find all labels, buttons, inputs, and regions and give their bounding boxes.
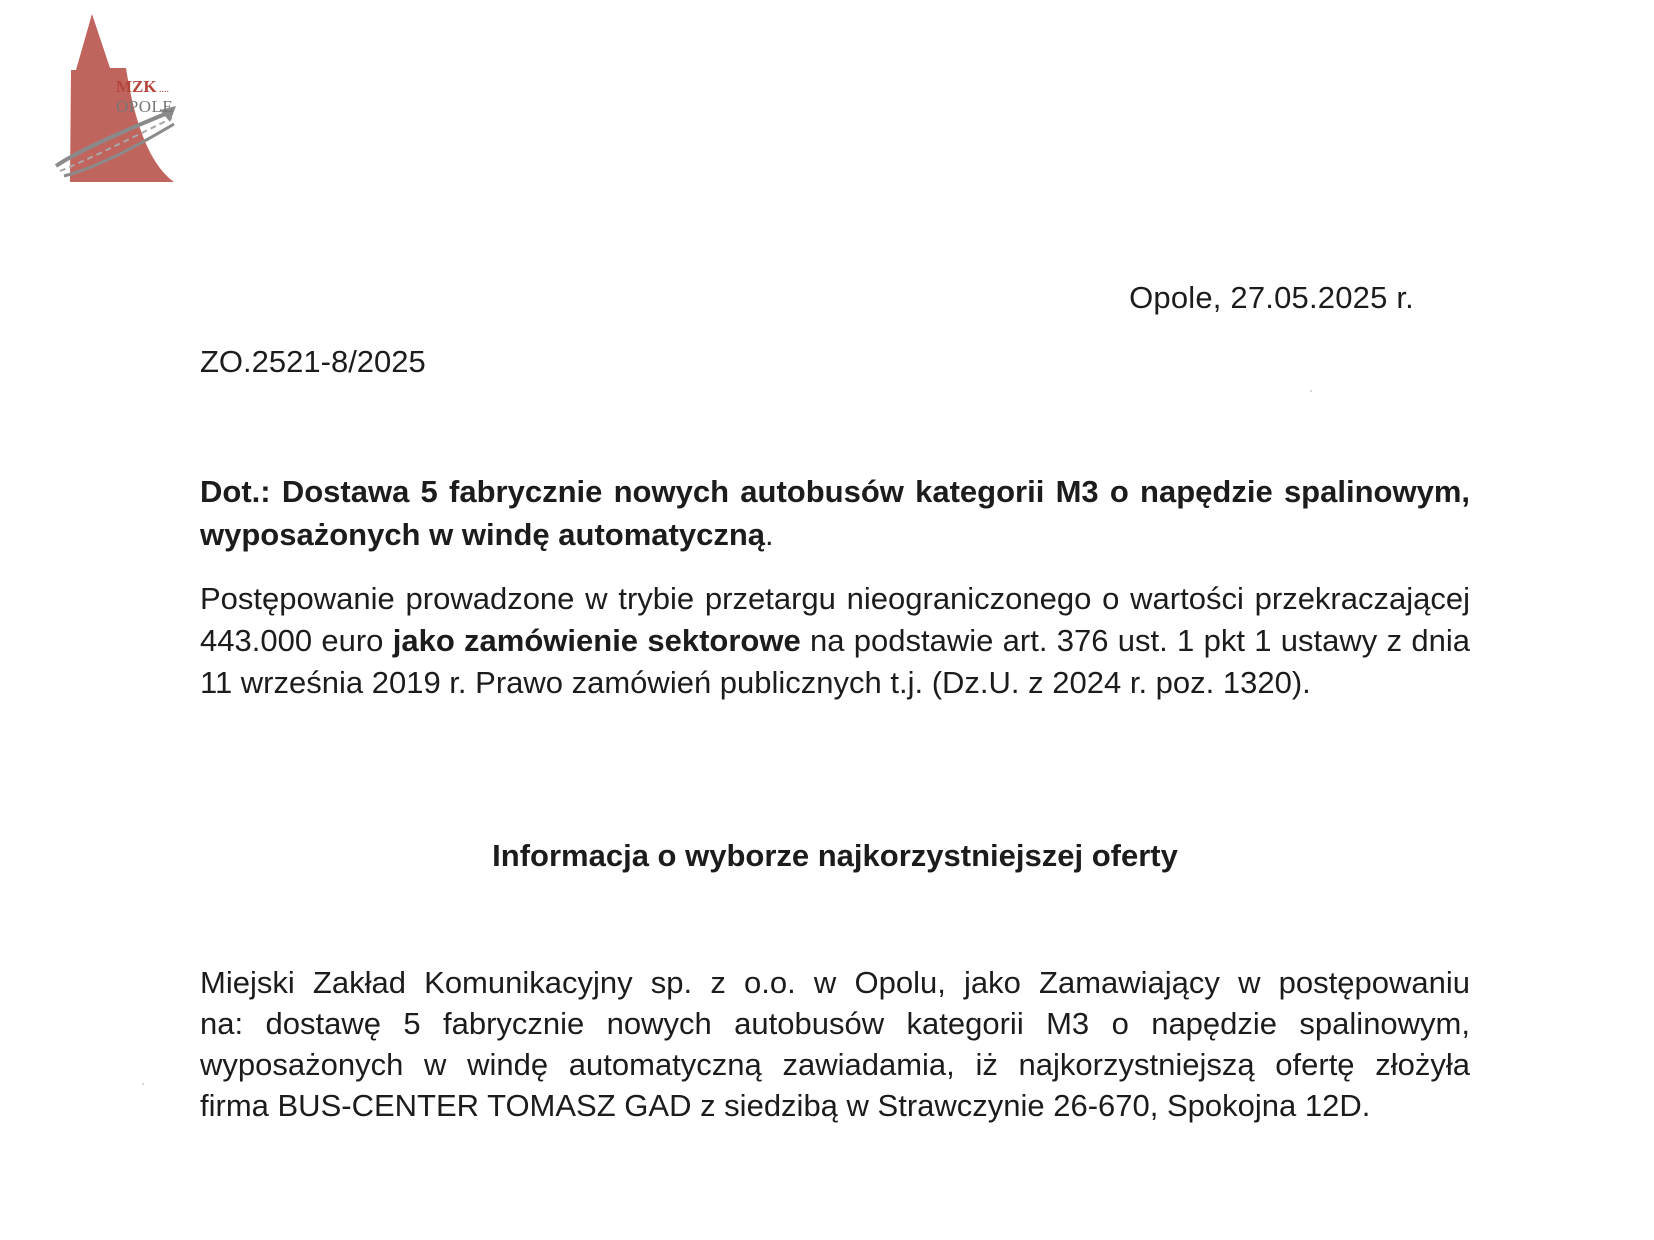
- notice-line: na: dostawę 5 fabrycznie nowych autobusów kategorii M3 o napędzie spalinowym,: [200, 1006, 1470, 1041]
- notice-line: wyposażonych w windę automatyczną zawiadamia, iż najkorzystniejszą ofertę złożyła: [200, 1047, 1470, 1082]
- logo-text-mzk: MZK: [116, 77, 157, 96]
- section-heading: Informacja o wyborze najkorzystniejszej oferty: [492, 838, 1178, 873]
- scan-speck: [1310, 390, 1312, 392]
- logo-text-dots: ....: [159, 84, 169, 95]
- reference-number: ZO.2521-8/2025: [200, 344, 426, 379]
- subject-text: Dot.: Dostawa 5 fabrycznie nowych autobusów kategorii M3 o napędzie spalinowym, wyposażonych w windę automatyczną: [200, 474, 1470, 552]
- scan-speck: [142, 1083, 144, 1085]
- mzk-opole-logo: [52, 8, 212, 188]
- subject-paragraph: [200, 470, 1470, 556]
- procedure-text-1: Postępowanie prowadzone w trybie przetargu nieograniczonego o wartości przekraczającej 443.000 euro: [200, 581, 1470, 658]
- subject-end: .: [765, 517, 774, 552]
- procedure-bold: jako zamówienie sektorowe: [392, 623, 801, 658]
- document-date: Opole, 27.05.2025 r.: [1129, 280, 1414, 315]
- procedure-text-2: na podstawie art. 376 ust. 1 pkt 1 ustawy z dnia 11 września 2019 r. Prawo zamówień publicznych t.j. (Dz.U. z 2024 r. poz. 1320).: [200, 623, 1471, 700]
- notice-line: firma BUS-CENTER TOMASZ GAD z siedzibą w Strawczynie 26-670, Spokojna 12D.: [200, 1088, 1371, 1123]
- logo-text-opole: OPOLE: [116, 97, 174, 116]
- notice-line: Miejski Zakład Komunikacyjny sp. z o.o. w Opolu, jako Zamawiający w postępowaniu: [200, 965, 1470, 1000]
- procedure-paragraph: [200, 578, 1470, 704]
- notice-paragraph: [200, 962, 1470, 1126]
